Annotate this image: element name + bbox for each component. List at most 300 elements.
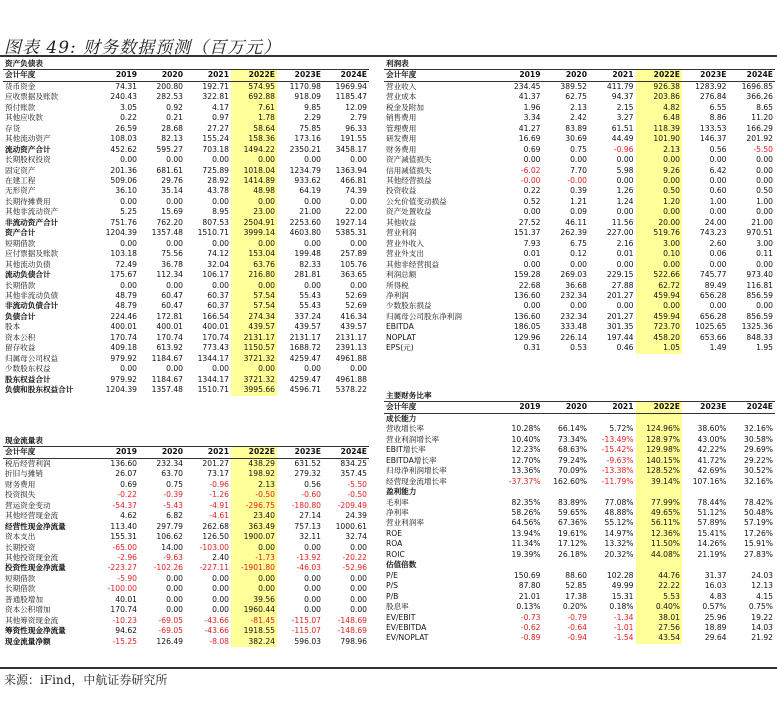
cell-value: 226.14: [560, 332, 587, 342]
cell-value: 201.36: [110, 165, 137, 175]
table-row: [384, 312, 775, 322]
cell-value: 1204.39: [105, 228, 137, 238]
cell-value: 7.70: [570, 165, 587, 175]
cell-value: 35.14: [161, 186, 183, 196]
cell-value: 60.37: [207, 301, 229, 311]
cell-value: 0.00: [166, 584, 183, 594]
row-label: 流动资产合计: [5, 144, 51, 154]
cell-value: -43.66: [204, 615, 229, 625]
section-title-row: [384, 391, 775, 402]
cell-value: 0.39: [570, 186, 587, 196]
cell-value: 4961.88: [335, 374, 367, 384]
cell-value: 1018.04: [231, 166, 277, 176]
cell-value: 0.00: [350, 594, 367, 604]
row-label: 股本: [5, 322, 21, 332]
empty-cell: [729, 487, 776, 497]
cell-value: 31.37: [704, 570, 727, 580]
row-label: 其他收益: [386, 217, 417, 227]
cell-value: 27.56: [636, 623, 683, 633]
row-label: 投资性现金净流量: [5, 563, 66, 573]
table-row: [3, 228, 369, 238]
cell-value: 103.18: [110, 249, 137, 259]
row-label: 毛利率: [386, 497, 409, 507]
cell-value: 1688.72: [289, 343, 321, 353]
cell-value: 1.24: [616, 196, 634, 206]
empty-cell: [682, 487, 729, 497]
table-row: [384, 529, 775, 539]
table-row: [3, 375, 369, 385]
header-row: [384, 402, 775, 413]
cell-value: 439.57: [294, 322, 321, 332]
cell-value: 0.00: [350, 238, 367, 248]
cell-value: 216.80: [231, 270, 277, 280]
cell-value: 0.00: [166, 573, 183, 583]
cell-value: -69.05: [158, 626, 183, 636]
table-row: [3, 511, 369, 521]
cell-value: 0.00: [756, 165, 773, 175]
header-label: 会计年度: [3, 70, 93, 81]
cell-value: 2504.91: [231, 218, 277, 228]
row-label: P/S: [386, 581, 398, 591]
cell-value: 692.88: [231, 92, 277, 102]
cell-value: 3995.66: [231, 385, 277, 395]
year-header: 2022E: [231, 70, 277, 81]
cell-value: 48.79: [115, 301, 137, 311]
cell-value: -1.54: [613, 633, 634, 643]
cell-value: 0.00: [166, 594, 183, 604]
cell-value: 0.00: [231, 574, 277, 584]
cell-value: 0.00: [212, 238, 229, 248]
cell-value: 1150.57: [231, 343, 277, 353]
cell-value: 0.69: [120, 479, 137, 489]
cell-value: -4.91: [209, 500, 229, 510]
cell-value: -209.49: [337, 500, 367, 510]
cell-value: 5385.31: [335, 228, 367, 238]
cell-value: 201.92: [746, 134, 773, 144]
cell-value: 26.07: [115, 469, 137, 479]
empty-cell: [636, 413, 683, 424]
cell-value: 3999.14: [231, 228, 277, 238]
cell-value: 0.00: [709, 175, 727, 185]
cell-value: 14.03: [751, 622, 773, 632]
cell-value: 979.92: [110, 374, 137, 384]
table-row: [384, 445, 775, 455]
cell-value: 757.13: [294, 521, 321, 531]
cell-value: 21.01: [518, 591, 541, 601]
year-header: 2019: [93, 70, 139, 81]
cell-value: 0.00: [350, 573, 367, 583]
row-label: 营运资金变动: [5, 500, 51, 510]
cell-value: -15.42%: [601, 445, 634, 455]
table-row: [3, 124, 369, 134]
table-row: [3, 469, 369, 479]
cell-value: 78.44%: [697, 497, 727, 507]
table-row: [3, 553, 369, 563]
cell-value: 0.00: [231, 197, 277, 207]
table-row: [3, 626, 369, 636]
cell-value: 87.80: [518, 581, 541, 591]
cell-value: 24.39: [345, 511, 367, 521]
cell-value: 49.99: [611, 581, 634, 591]
cell-value: 170.74: [110, 332, 137, 342]
row-label: 归母净利润增长率: [386, 466, 447, 476]
table-row: [3, 501, 369, 511]
financial-ratio-table: [384, 391, 775, 644]
cell-value: 133.53: [699, 123, 727, 133]
cell-value: -102.26: [153, 563, 183, 573]
table-row: [384, 92, 775, 102]
cell-value: 27.52: [518, 217, 541, 227]
empty-cell: [543, 487, 590, 497]
cell-value: 0.00: [523, 301, 541, 311]
cell-value: -0.89: [520, 633, 541, 643]
cell-value: 0.00: [231, 281, 277, 291]
cell-value: 918.09: [294, 92, 321, 102]
cell-value: 118.39: [636, 124, 683, 134]
cell-value: 49.65%: [636, 508, 683, 518]
row-label: 负债合计: [5, 311, 36, 321]
cell-value: 105.76: [340, 259, 367, 269]
cell-value: 1.00: [709, 196, 727, 206]
cell-value: 186.05: [513, 322, 541, 332]
cell-value: 67.36%: [558, 518, 587, 528]
cell-value: 3.00: [636, 239, 683, 249]
cell-value: 0.00: [616, 207, 634, 217]
cell-value: 0.00: [304, 605, 321, 615]
cell-value: 452.62: [110, 144, 137, 154]
cell-value: 9.26: [636, 166, 683, 176]
cell-value: -46.03: [296, 563, 321, 573]
table-row: [384, 166, 775, 176]
cell-value: 0.20%: [562, 602, 587, 612]
cell-value: 155.24: [202, 134, 229, 144]
table-row: [384, 145, 775, 155]
cell-value: 0.00: [304, 573, 321, 583]
row-label: 资产处置收益: [386, 207, 432, 217]
cell-value: 262.68: [202, 521, 229, 531]
cell-value: 82.33: [299, 259, 321, 269]
table-row: [384, 456, 775, 466]
row-label: EBITDA增长率: [386, 455, 437, 465]
cell-value: 0.00: [212, 196, 229, 206]
table-row: [384, 333, 775, 343]
cell-value: 0.00: [709, 207, 727, 217]
row-label: 其他应收款: [5, 113, 43, 123]
cell-value: 0.00: [166, 280, 183, 290]
cell-value: -13.49%: [601, 434, 634, 444]
cell-value: -115.07: [291, 615, 321, 625]
row-label: 其他流动资产: [5, 134, 51, 144]
cell-value: 25.96: [704, 612, 727, 622]
table-row: [384, 508, 775, 518]
cell-value: 0.00: [570, 259, 587, 269]
cell-value: -1.26: [209, 490, 229, 500]
cell-value: -5.90: [117, 573, 137, 583]
cell-value: 0.00: [231, 584, 277, 594]
cell-value: 0.00: [709, 301, 727, 311]
cell-value: 12.09: [345, 102, 367, 112]
row-label: 货币资金: [5, 81, 36, 91]
row-label: 负债和股东权益合计: [5, 385, 74, 395]
cell-value: 0.00: [166, 364, 183, 374]
empty-cell: [543, 413, 590, 424]
cell-value: 62.72: [636, 281, 683, 291]
cell-value: 0.75: [166, 479, 183, 489]
cell-value: 3721.32: [231, 354, 277, 364]
cell-value: 1.26: [616, 186, 634, 196]
cell-value: 124.96%: [636, 424, 683, 434]
year-header: 2020: [139, 447, 185, 458]
row-label: 公允价值变动损益: [386, 196, 447, 206]
cell-value: 439.57: [340, 322, 367, 332]
cash-flow-table: [3, 436, 369, 647]
cell-value: 400.01: [156, 322, 183, 332]
cell-value: 2131.17: [231, 333, 277, 343]
cell-value: 15.31: [611, 591, 634, 601]
cell-value: 751.76: [110, 217, 137, 227]
cell-value: 1184.67: [151, 374, 183, 384]
row-label: 归属母公司权益: [5, 353, 59, 363]
cell-value: 39.56: [231, 595, 277, 605]
cell-value: 0.60: [709, 186, 727, 196]
cell-value: 60.37: [207, 290, 229, 300]
cell-value: 366.26: [746, 92, 773, 102]
cell-value: 0.52: [523, 196, 541, 206]
cell-value: 656.28: [699, 290, 727, 300]
row-label: 净利率: [386, 507, 409, 517]
row-label: NOPLAT: [386, 332, 416, 342]
row-label: 资产合计: [5, 228, 36, 238]
cell-value: -148.69: [337, 626, 367, 636]
row-label: EBIT增长率: [386, 445, 426, 455]
year-header: 2023E: [682, 70, 729, 81]
row-label: EV/NOPLAT: [386, 633, 429, 643]
table-row: [384, 249, 775, 259]
cell-value: 0.00: [231, 364, 277, 374]
table-row: [3, 458, 369, 469]
cell-value: 1325.36: [741, 322, 773, 332]
cell-value: 128.52%: [636, 466, 683, 476]
cell-value: 1.96: [523, 102, 541, 112]
row-label: P/E: [386, 570, 398, 580]
cell-value: 14.97%: [604, 528, 634, 538]
cell-value: 94.37: [611, 92, 634, 102]
row-label: 营业外支出: [386, 249, 424, 259]
header-row: [3, 447, 369, 458]
table-row: [384, 228, 775, 238]
table-row: [3, 249, 369, 259]
cell-value: 4.15: [756, 591, 773, 601]
row-label: 管理费用: [386, 123, 417, 133]
cell-value: 798.96: [340, 636, 367, 646]
cell-value: 933.62: [294, 175, 321, 185]
row-label: 研发费用: [386, 134, 417, 144]
cell-value: 2.13: [636, 145, 683, 155]
cell-value: 16.69: [518, 134, 541, 144]
cell-value: 75.56: [161, 249, 183, 259]
cell-value: 1234.79: [289, 165, 321, 175]
cell-value: -37.37%: [508, 476, 541, 486]
cell-value: 175.67: [110, 270, 137, 280]
cell-value: 509.06: [110, 175, 137, 185]
cell-value: 0.00: [756, 207, 773, 217]
cell-value: 656.28: [699, 311, 727, 321]
row-label: 资本支出: [5, 532, 36, 542]
cell-value: 27.83%: [744, 549, 773, 559]
cell-value: -9.63: [163, 552, 183, 562]
cell-value: 2391.13: [335, 343, 367, 353]
cell-value: 363.65: [340, 270, 367, 280]
cell-value: 12.23%: [511, 445, 541, 455]
cell-value: 63.76: [231, 260, 277, 270]
cell-value: 48.88%: [604, 507, 634, 517]
cell-value: 52.85: [565, 581, 587, 591]
cell-value: 166.54: [202, 311, 229, 321]
cell-value: 357.45: [340, 469, 367, 479]
table-row: [3, 574, 369, 584]
cell-value: 107.16%: [692, 476, 727, 486]
cell-value: 136.60: [513, 311, 541, 321]
table-row: [3, 113, 369, 123]
row-label: 税金及附加: [386, 102, 424, 112]
cell-value: 232.34: [560, 311, 587, 321]
cell-value: 596.03: [294, 636, 321, 646]
table-row: [3, 207, 369, 217]
cell-value: 0.00: [756, 155, 773, 165]
cell-value: 276.84: [699, 92, 727, 102]
table-row: [3, 81, 369, 92]
cell-value: 0.21: [166, 113, 183, 123]
cell-value: -13.92: [296, 552, 321, 562]
cell-value: 10.40%: [511, 434, 541, 444]
cell-value: 40.01: [115, 594, 137, 604]
cell-value: 3458.17: [335, 144, 367, 154]
table-row: [3, 532, 369, 542]
cell-value: 201.27: [606, 290, 634, 300]
cell-value: 38.01: [636, 613, 683, 623]
table-row: [3, 176, 369, 186]
row-label: 经营现金流增长率: [386, 476, 447, 486]
cell-value: 75.85: [299, 123, 321, 133]
cell-value: -0.50: [231, 490, 277, 500]
row-label: 短期借款: [5, 573, 36, 583]
cell-value: 4596.71: [289, 385, 321, 395]
table-row: [384, 81, 775, 92]
cell-value: 0.00: [570, 301, 587, 311]
cell-value: 1927.14: [335, 217, 367, 227]
table-row: [3, 616, 369, 626]
row-label: 无形资产: [5, 186, 36, 196]
cell-value: 274.34: [231, 312, 277, 322]
cell-value: 60.47: [161, 290, 183, 300]
cell-value: 0.53: [570, 343, 587, 353]
balance-sheet-table: [3, 59, 369, 396]
cell-value: -69.05: [158, 615, 183, 625]
row-label: 投资损失: [5, 490, 36, 500]
cell-value: 613.92: [156, 343, 183, 353]
year-header: 2020: [543, 70, 590, 81]
row-label: 股东权益合计: [5, 374, 51, 384]
table-row: [384, 124, 775, 134]
cell-value: 2.42: [570, 113, 587, 123]
cell-value: 48.98: [231, 186, 277, 196]
cell-value: 5378.22: [335, 385, 367, 395]
empty-cell: [496, 560, 543, 570]
table-row: [3, 301, 369, 311]
row-label: EPS(元): [386, 343, 414, 353]
row-label: 销售费用: [386, 113, 417, 123]
cell-value: 4.83: [709, 591, 727, 601]
header-label: 会计年度: [384, 70, 496, 81]
cell-value: 61.51: [611, 123, 634, 133]
row-label: 资本公积增加: [5, 605, 51, 615]
cell-value: 39.14%: [636, 477, 683, 487]
cell-value: 229.15: [606, 270, 634, 280]
cell-value: -0.73: [520, 612, 541, 622]
cell-value: 16.03: [704, 581, 727, 591]
cell-value: 42.22%: [697, 445, 727, 455]
row-label: 营业利润: [386, 228, 417, 238]
cell-value: 926.38: [636, 81, 683, 92]
cell-value: 79.24%: [558, 455, 587, 465]
row-label: 股息率: [386, 602, 409, 612]
cell-value: 56.11%: [636, 518, 683, 528]
cell-value: 743.23: [699, 228, 727, 238]
cell-value: 279.32: [294, 469, 321, 479]
header-label: 会计年度: [384, 402, 496, 413]
cell-value: 0.00: [120, 196, 137, 206]
cell-value: 519.76: [636, 228, 683, 238]
cell-value: 0.00: [120, 155, 137, 165]
cell-value: 0.11: [756, 249, 773, 259]
table-row: [384, 155, 775, 165]
row-label: 其他经营损益: [386, 175, 432, 185]
row-label: 在建工程: [5, 175, 36, 185]
cell-value: 30.52%: [744, 466, 773, 476]
cell-value: 20.32%: [604, 549, 634, 559]
cell-value: -4.61: [209, 511, 229, 521]
row-label: 其他非经营损益: [386, 259, 440, 269]
cell-value: 72.49: [115, 259, 137, 269]
cell-value: 0.00: [523, 207, 541, 217]
cell-value: 856.59: [746, 311, 773, 321]
table-row: [384, 435, 775, 445]
year-header: 2022E: [636, 402, 683, 413]
cell-value: 41.27: [518, 123, 541, 133]
row-label: 应付票据及账款: [5, 249, 59, 259]
row-label: P/B: [386, 591, 399, 601]
cell-value: 7.93: [523, 238, 541, 248]
cell-value: 12.36%: [636, 529, 683, 539]
row-label: 资本公积: [5, 332, 36, 342]
year-header: 2021: [589, 402, 636, 413]
cell-value: 112.34: [156, 270, 183, 280]
row-label: 其他投资现金流: [5, 552, 59, 562]
year-header: 2022E: [231, 447, 277, 458]
cell-value: 1.49: [709, 343, 727, 353]
row-label: 长期借款: [5, 584, 36, 594]
cell-value: -5.43: [163, 500, 183, 510]
cell-value: 94.62: [115, 626, 137, 636]
table-row: [384, 602, 775, 612]
row-label: 净利润: [386, 290, 409, 300]
cell-value: 416.34: [340, 311, 367, 321]
cell-value: 21.00: [299, 207, 321, 217]
cell-value: 162.60%: [553, 476, 587, 486]
table-row: [3, 595, 369, 605]
cell-value: 0.18%: [609, 602, 634, 612]
cell-value: 21.92: [751, 633, 773, 643]
